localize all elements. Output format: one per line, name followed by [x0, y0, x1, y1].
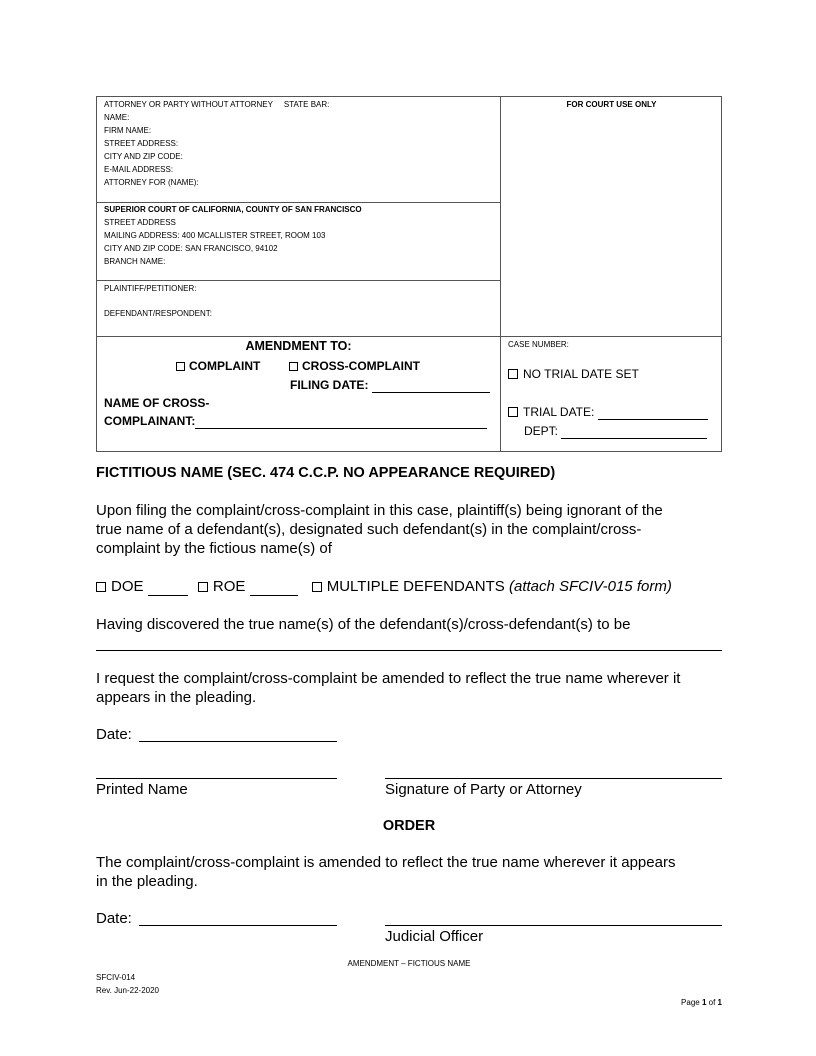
no-trial-option: [508, 366, 639, 382]
name-cross-row: [104, 413, 487, 429]
footer-title: AMENDMENT – FICTIOUS NAME: [347, 959, 471, 968]
form-id: SFCIV-014: [96, 973, 136, 982]
court-line: MAILING ADDRESS: 400 MCALLISTER STREET, ROOM 103: [104, 231, 326, 240]
date-label: Date:: [96, 726, 132, 743]
no-trial-label: NO TRIAL DATE SET: [523, 367, 639, 381]
multiple-defendants-note: (attach SFCIV-015 form): [508, 578, 672, 595]
printed-name-label: Printed Name: [96, 781, 188, 798]
defendant-options-row: [96, 577, 672, 596]
order-date-label: Date:: [96, 910, 132, 927]
court-line: CITY AND ZIP CODE: SAN FRANCISCO, 94102: [104, 244, 278, 253]
signature-line[interactable]: [385, 778, 722, 779]
page-indicator: [600, 996, 722, 1009]
paragraph-fictitious: [96, 501, 736, 558]
multiple-defendants-checkbox[interactable]: [312, 582, 322, 592]
judicial-officer-label: Judicial Officer: [385, 928, 484, 945]
divider-amendment-row: [96, 336, 722, 337]
attorney-line: NAME:: [104, 113, 130, 122]
no-trial-checkbox[interactable]: [508, 369, 518, 379]
page-total: 1: [717, 998, 722, 1007]
order-line: in the pleading.: [96, 873, 198, 890]
trial-date-label: TRIAL DATE:: [523, 405, 595, 419]
filing-date-label: FILING DATE:: [290, 378, 369, 392]
page-number: 1: [701, 998, 707, 1007]
dept-field[interactable]: [561, 424, 707, 439]
complaint-option: [176, 358, 260, 374]
para1-line: Upon filing the complaint/cross-complaint in this case, plaintiff(s) being ignorant of the: [96, 502, 663, 519]
case-number-label: CASE NUMBER:: [508, 340, 569, 349]
page-of: of: [708, 998, 716, 1007]
revision-date: Rev. Jun-22-2020: [96, 986, 159, 995]
true-name-line[interactable]: [96, 650, 722, 651]
attorney-line: CITY AND ZIP CODE:: [104, 152, 183, 161]
divider-court-parties: [96, 280, 501, 281]
attorney-line: FIRM NAME:: [104, 126, 152, 135]
signature-label: Signature of Party or Attorney: [385, 781, 582, 798]
judicial-officer-line[interactable]: [385, 925, 722, 926]
attorney-line: ATTORNEY FOR (NAME):: [104, 178, 199, 187]
filing-date-field[interactable]: [372, 378, 490, 393]
name-cross-label-1: NAME OF CROSS-: [104, 396, 210, 410]
date-field[interactable]: [139, 741, 337, 742]
printed-name-line[interactable]: [96, 778, 337, 779]
para3-line: I request the complaint/cross-complaint be amended to reflect the true name wherever it: [96, 670, 681, 687]
court-line: STREET ADDRESS: [104, 218, 176, 227]
attorney-line: STREET ADDRESS:: [104, 139, 179, 148]
trial-date-field[interactable]: [598, 405, 708, 420]
trial-date-row: [508, 404, 708, 420]
attorney-block: [104, 98, 494, 189]
dept-label: DEPT:: [524, 424, 559, 438]
page-prefix: Page: [681, 998, 700, 1007]
order-line: The complaint/cross-complaint is amended to reflect the true name wherever it appears: [96, 854, 676, 871]
para1-line: complaint by the fictious name(s) of: [96, 540, 332, 557]
order-date-field[interactable]: [139, 925, 337, 926]
cross-complaint-checkbox[interactable]: [289, 362, 298, 371]
court-use-only-label: FOR COURT USE ONLY: [566, 100, 657, 109]
order-paragraph: [96, 853, 736, 891]
roe-checkbox[interactable]: [198, 582, 208, 592]
caption-vertical-divider: [500, 96, 501, 452]
trial-date-checkbox[interactable]: [508, 407, 518, 417]
plaintiff-label: PLAINTIFF/PETITIONER:: [104, 284, 197, 293]
attorney-line: E-MAIL ADDRESS:: [104, 165, 174, 174]
defendant-label: DEFENDANT/RESPONDENT:: [104, 309, 213, 318]
section-title: FICTITIOUS NAME (SEC. 474 C.C.P. NO APPEARANCE REQUIRED): [96, 465, 556, 481]
court-block: [104, 203, 494, 268]
roe-label: ROE: [212, 578, 246, 595]
cross-complainant-name-field[interactable]: [195, 414, 487, 429]
para1-line: true name of a defendant(s), designated such defendant(s) in the complaint/cross-: [96, 521, 642, 538]
complaint-checkbox[interactable]: [176, 362, 185, 371]
attorney-line: ATTORNEY OR PARTY WITHOUT ATTORNEY STATE BAR:: [104, 100, 330, 109]
doe-label: DOE: [111, 578, 144, 595]
order-title: ORDER: [382, 818, 436, 834]
roe-number-field[interactable]: [250, 580, 298, 596]
para3-line: appears in the pleading.: [96, 689, 257, 706]
cross-complaint-option: [289, 358, 420, 374]
filing-date-row: [290, 377, 490, 393]
court-line: BRANCH NAME:: [104, 257, 166, 266]
request-paragraph: [96, 669, 736, 707]
amendment-title: AMENDMENT TO:: [245, 339, 352, 353]
dept-row: [524, 423, 707, 439]
discovered-paragraph: Having discovered the true name(s) of the defendant(s)/cross-defendant(s) to be: [96, 616, 631, 633]
cross-complaint-label: CROSS-COMPLAINT: [302, 359, 420, 373]
complaint-label: COMPLAINT: [189, 359, 261, 373]
doe-number-field[interactable]: [148, 580, 188, 596]
name-cross-label-2: COMPLAINANT:: [104, 414, 196, 428]
court-title: SUPERIOR COURT OF CALIFORNIA, COUNTY OF SAN FRANCISCO: [104, 205, 362, 214]
multiple-defendants-label: MULTIPLE DEFENDANTS: [326, 578, 505, 595]
doe-checkbox[interactable]: [96, 582, 106, 592]
